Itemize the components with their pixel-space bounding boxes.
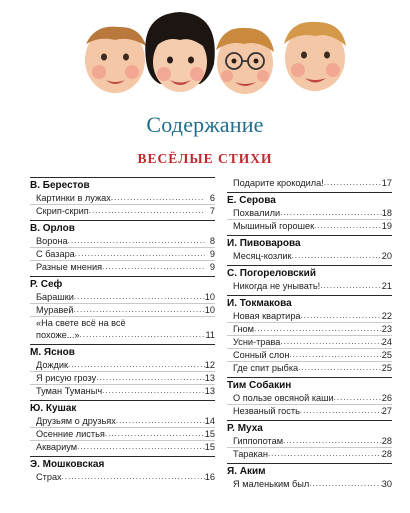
toc-entry[interactable]: О пользе овсяной каши ..... 26: [227, 392, 392, 404]
toc-entry[interactable]: С базара ..... 9: [30, 247, 215, 260]
toc-entry[interactable]: Незваный гость ..... 27: [227, 404, 392, 417]
toc-entry[interactable]: Похвалили ..... 18: [227, 207, 392, 219]
toc-entry[interactable]: Дождик ..... 12: [30, 359, 215, 371]
boy-face-right-icon: [284, 22, 346, 91]
children-faces-illustration: [0, 0, 410, 100]
author-heading: М. Яснов: [30, 344, 215, 359]
toc-entry[interactable]: Разные мнения ..... 9: [30, 260, 215, 273]
author-heading: В. Берестов: [30, 177, 215, 192]
toc-left-column: [30, 177, 215, 483]
toc-entry[interactable]: Таракан ..... 28: [227, 447, 392, 460]
author-heading: В. Орлов: [30, 220, 215, 235]
toc-entry[interactable]: Гиппопотам ..... 28: [227, 435, 392, 447]
author-heading: И. Токмакова: [227, 295, 392, 310]
author-heading: Е. Серова: [227, 192, 392, 207]
author-heading: И. Пивоварова: [227, 235, 392, 250]
toc-entry[interactable]: Подарите крокодила! ..... 17: [227, 177, 392, 189]
toc-entry[interactable]: Туман Туманыч ..... 13: [30, 384, 215, 397]
toc-entry[interactable]: Никогда не унывать! ..... 21: [227, 280, 392, 292]
author-heading: С. Погореловский: [227, 265, 392, 280]
author-heading: Э. Мошковская: [30, 456, 215, 471]
toc-entry[interactable]: Новая квартира ..... 22: [227, 310, 392, 322]
boy-face-left-icon: [85, 27, 146, 93]
toc-entry[interactable]: Я рисую грозу ..... 13: [30, 371, 215, 384]
toc-entry[interactable]: Гном ..... 23: [227, 322, 392, 335]
toc-entry[interactable]: Где спит рыбка ..... 25: [227, 361, 392, 374]
toc-entry[interactable]: Ворона ..... 8: [30, 235, 215, 247]
page-title: Содержание: [146, 112, 264, 137]
toc-entry[interactable]: Мышиный горошек ..... 19: [227, 219, 392, 232]
toc-entry[interactable]: Картинки в лужах ..... 6: [30, 192, 215, 204]
toc-entry[interactable]: Друзьям о друзьях ..... 14: [30, 415, 215, 427]
toc-entry[interactable]: Скрип-скрип ..... 7: [30, 204, 215, 217]
toc-entry[interactable]: Осенние листья ..... 15: [30, 427, 215, 440]
author-heading: Ю. Кушак: [30, 400, 215, 415]
author-heading: Р. Муха: [227, 420, 392, 435]
toc-entry[interactable]: Сонный слон ..... 25: [227, 348, 392, 361]
girl-face-icon: [145, 12, 215, 92]
toc-right-column: [227, 177, 392, 490]
toc-entry[interactable]: Я маленьким был ..... 30: [227, 478, 392, 490]
author-heading: Я. Аким: [227, 463, 392, 478]
toc-entry[interactable]: Муравей ..... 10: [30, 303, 215, 316]
section-title: ВЕСЁЛЫЕ СТИХИ: [137, 151, 273, 166]
author-heading: Р. Сеф: [30, 276, 215, 291]
toc-entry[interactable]: Аквариум ..... 15: [30, 440, 215, 453]
boy-glasses-face-icon: [216, 28, 274, 94]
toc-entry[interactable]: Страх ..... 16: [30, 471, 215, 483]
toc-entry[interactable]: Месяц-козлик ..... 20: [227, 250, 392, 262]
author-heading: Тим Собакин: [227, 377, 392, 392]
toc-entry[interactable]: Барашки ..... 10: [30, 291, 215, 303]
toc-entry[interactable]: Усни-трава ..... 24: [227, 335, 392, 348]
toc-entry[interactable]: «На свете всё на всё похоже...» ..... 11: [30, 316, 215, 341]
